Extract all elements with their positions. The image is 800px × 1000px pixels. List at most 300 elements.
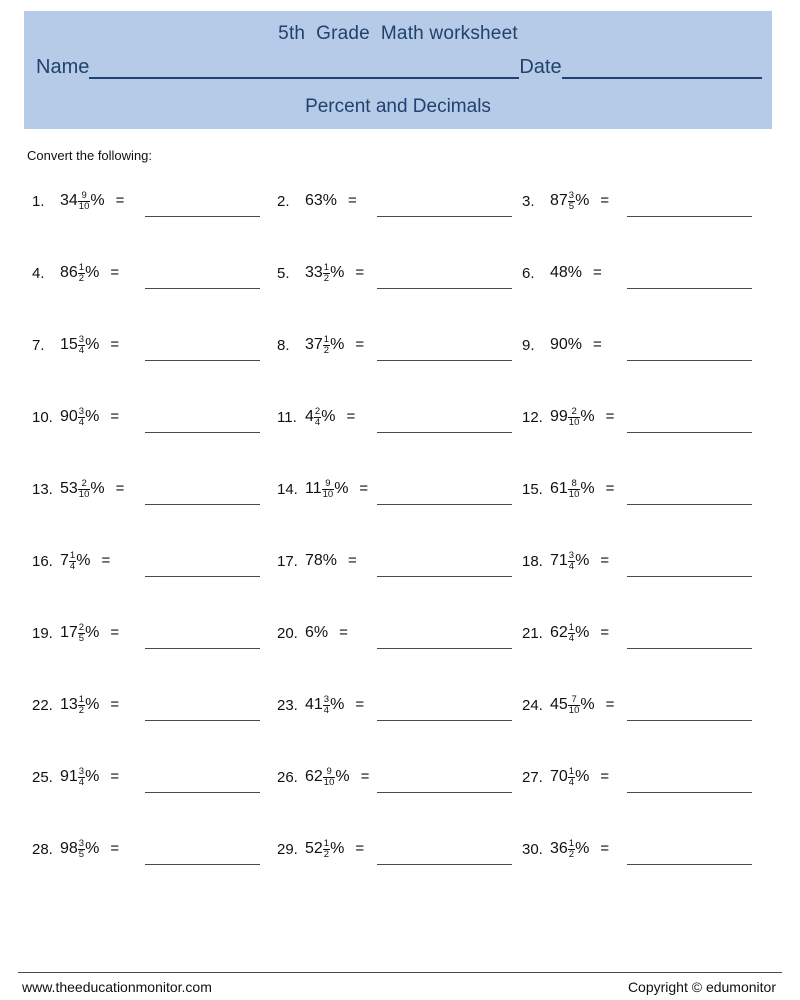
worksheet-subject-title: Percent and Decimals <box>305 96 491 117</box>
equals-sign: = <box>110 840 120 857</box>
fraction <box>78 767 85 787</box>
problem-expression <box>550 622 609 644</box>
problem-row <box>0 766 800 838</box>
problem-28 <box>32 838 119 860</box>
fraction-numerator: 2 <box>571 405 577 417</box>
fraction-denominator: 4 <box>78 416 85 428</box>
equals-sign: = <box>605 408 615 425</box>
problem-27 <box>522 766 609 788</box>
problem-expression <box>305 766 369 788</box>
problem-number: 23. <box>277 697 298 714</box>
answer-blank-22[interactable] <box>145 720 260 721</box>
fraction <box>568 551 575 571</box>
equals-sign: = <box>348 192 357 209</box>
answer-blank-1[interactable] <box>145 216 260 217</box>
fraction-numerator: 1 <box>69 549 76 561</box>
problem-number: 16. <box>32 553 53 570</box>
fraction-numerator: 3 <box>78 333 85 345</box>
fraction-denominator: 5 <box>568 200 575 212</box>
fraction-denominator: 10 <box>78 488 90 500</box>
fraction-denominator: 2 <box>323 848 330 860</box>
fraction-denominator: 10 <box>568 416 580 428</box>
problem-expression <box>305 334 364 356</box>
percent-sign: % <box>85 264 100 281</box>
problem-2 <box>277 190 357 212</box>
fraction-denominator: 4 <box>568 560 575 572</box>
equals-sign: = <box>101 552 111 569</box>
date-label: Date <box>519 56 562 78</box>
equals-sign: = <box>115 192 125 209</box>
problem-expression <box>550 766 609 788</box>
whole-number: 52 <box>305 840 323 857</box>
problem-row <box>0 190 800 262</box>
fraction-numerator: 2 <box>81 477 87 489</box>
fraction <box>78 191 91 211</box>
fraction-numerator: 9 <box>81 189 87 201</box>
instruction-text: Convert the following: <box>27 148 153 163</box>
problem-number: 5. <box>277 265 290 282</box>
problem-number: 6. <box>522 265 535 282</box>
answer-blank-25[interactable] <box>145 792 260 793</box>
problem-7 <box>32 334 119 356</box>
answer-blank-27[interactable] <box>627 792 752 793</box>
percent-sign: % <box>335 768 350 785</box>
equals-sign: = <box>355 336 365 353</box>
equals-sign: = <box>600 768 610 785</box>
problem-number: 14. <box>277 481 298 498</box>
worksheet-title: 5th Grade Math worksheet <box>278 23 518 44</box>
equals-sign: = <box>355 264 365 281</box>
problem-23 <box>277 694 364 716</box>
percent-sign: % <box>330 264 345 281</box>
percent-sign: % <box>580 408 595 425</box>
percent-sign: % <box>85 840 100 857</box>
whole-number: 34 <box>60 192 78 209</box>
equals-sign: = <box>115 480 125 497</box>
fraction <box>568 479 581 499</box>
equals-sign: = <box>593 264 602 281</box>
answer-blank-5[interactable] <box>377 288 512 289</box>
fraction-numerator: 3 <box>323 693 330 705</box>
answer-blank-13[interactable] <box>145 504 260 505</box>
fraction <box>568 767 575 787</box>
whole-number: 41 <box>305 696 323 713</box>
problem-1 <box>32 190 124 212</box>
fraction-denominator: 10 <box>322 488 334 500</box>
answer-blank-28[interactable] <box>145 864 260 865</box>
fraction-denominator: 2 <box>78 272 85 284</box>
answer-blank-17[interactable] <box>377 576 512 577</box>
problem-expression <box>550 334 602 356</box>
name-label: Name <box>36 56 90 78</box>
fraction-numerator: 1 <box>568 765 575 777</box>
problem-number: 13. <box>32 481 53 498</box>
fraction-denominator: 2 <box>78 704 85 716</box>
equals-sign: = <box>360 768 370 785</box>
name-input-line[interactable] <box>89 55 519 79</box>
percent-sign: % <box>90 480 105 497</box>
fraction <box>568 407 581 427</box>
problem-number: 29. <box>277 841 298 858</box>
percent-sign: % <box>580 696 595 713</box>
problem-number: 20. <box>277 625 298 642</box>
whole-number: 11 <box>305 480 322 497</box>
problem-number: 28. <box>32 841 53 858</box>
problem-25 <box>32 766 119 788</box>
problem-9 <box>522 334 602 356</box>
problem-row <box>0 694 800 766</box>
fraction-denominator: 5 <box>78 848 85 860</box>
fraction <box>78 263 85 283</box>
whole-number: 70 <box>550 768 568 785</box>
fraction-denominator: 10 <box>78 200 90 212</box>
fraction-denominator: 2 <box>323 344 330 356</box>
problem-expression <box>550 478 614 500</box>
problem-10 <box>32 406 119 428</box>
problem-expression <box>550 262 602 284</box>
problem-expression <box>60 262 119 284</box>
whole-number: 78 <box>305 552 323 569</box>
percent-sign: % <box>85 408 100 425</box>
percent-sign: % <box>575 552 590 569</box>
fraction <box>78 407 85 427</box>
fraction <box>322 479 335 499</box>
answer-blank-16[interactable] <box>145 576 260 577</box>
equals-sign: = <box>348 552 357 569</box>
percent-sign: % <box>85 696 100 713</box>
problem-expression <box>305 190 357 212</box>
problem-expression <box>305 478 368 500</box>
problem-number: 11. <box>277 409 297 426</box>
problem-24 <box>522 694 614 716</box>
footer-copyright: Copyright © edumonitor <box>627 979 776 995</box>
equals-sign: = <box>605 696 615 713</box>
problem-22 <box>32 694 119 716</box>
fraction-numerator: 3 <box>78 405 85 417</box>
problem-expression <box>60 694 119 716</box>
problem-30 <box>522 838 609 860</box>
whole-number: 98 <box>60 840 78 857</box>
problem-row <box>0 478 800 550</box>
problem-4 <box>32 262 119 284</box>
problem-number: 2. <box>277 193 290 210</box>
equals-sign: = <box>110 336 120 353</box>
whole-number: 99 <box>550 408 568 425</box>
problem-number: 7. <box>32 337 45 354</box>
percent-sign: % <box>85 336 100 353</box>
problem-expression <box>550 406 614 428</box>
problem-number: 3. <box>522 193 535 210</box>
percent-sign: % <box>330 840 345 857</box>
equals-sign: = <box>600 624 610 641</box>
equals-sign: = <box>355 840 365 857</box>
problem-number: 12. <box>522 409 543 426</box>
problem-18 <box>522 550 609 572</box>
fraction-numerator: 2 <box>314 405 321 417</box>
percent-sign: % <box>330 696 345 713</box>
problem-number: 30. <box>522 841 543 858</box>
whole-number: 62 <box>305 768 323 785</box>
equals-sign: = <box>110 696 120 713</box>
fraction-numerator: 2 <box>78 621 85 633</box>
answer-blank-24[interactable] <box>627 720 752 721</box>
equals-sign: = <box>355 696 365 713</box>
problem-21 <box>522 622 609 644</box>
problem-expression <box>550 190 609 212</box>
problem-expression <box>550 694 614 716</box>
fraction <box>568 191 575 211</box>
fraction <box>78 695 85 715</box>
problem-number: 1. <box>32 193 45 210</box>
fraction-denominator: 4 <box>568 632 575 644</box>
fraction-numerator: 3 <box>568 549 575 561</box>
fraction <box>568 623 575 643</box>
problem-20 <box>277 622 348 644</box>
percent-sign: % <box>330 336 345 353</box>
problem-expression <box>60 334 119 356</box>
answer-blank-20[interactable] <box>377 648 512 649</box>
answer-blank-10[interactable] <box>145 432 260 433</box>
answer-blank-9[interactable] <box>627 360 752 361</box>
equals-sign: = <box>110 624 120 641</box>
fraction-denominator: 10 <box>568 704 580 716</box>
fraction-numerator: 1 <box>568 621 575 633</box>
problem-grid <box>0 190 800 910</box>
problem-expression <box>60 550 110 572</box>
equals-sign: = <box>110 408 120 425</box>
whole-number: 36 <box>550 840 568 857</box>
fraction-numerator: 1 <box>323 333 330 345</box>
problem-13 <box>32 478 124 500</box>
whole-number: 61 <box>550 480 568 497</box>
whole-number: 4 <box>305 408 314 425</box>
name-date-row <box>36 49 764 79</box>
fraction-numerator: 1 <box>568 837 575 849</box>
percent-sign: % <box>76 552 91 569</box>
date-input-line[interactable] <box>562 55 762 79</box>
whole-number: 62 <box>550 624 568 641</box>
percent-sign: % <box>85 624 100 641</box>
problem-8 <box>277 334 364 356</box>
fraction-denominator: 4 <box>78 344 85 356</box>
fraction-numerator: 1 <box>323 837 330 849</box>
problem-29 <box>277 838 364 860</box>
problem-number: 24. <box>522 697 543 714</box>
answer-blank-4[interactable] <box>145 288 260 289</box>
footer-divider <box>18 972 782 973</box>
fraction-denominator: 2 <box>323 272 330 284</box>
problem-number: 4. <box>32 265 45 282</box>
fraction <box>78 839 85 859</box>
answer-blank-7[interactable] <box>145 360 260 361</box>
fraction <box>323 335 330 355</box>
problem-3 <box>522 190 609 212</box>
equals-sign: = <box>339 624 348 641</box>
problem-number: 15. <box>522 481 543 498</box>
answer-blank-8[interactable] <box>377 360 512 361</box>
problem-expression <box>60 406 119 428</box>
whole-number: 37 <box>305 336 323 353</box>
problem-row <box>0 838 800 910</box>
problem-number: 22. <box>32 697 53 714</box>
equals-sign: = <box>600 840 610 857</box>
percent-sign: % <box>322 192 338 209</box>
problem-16 <box>32 550 110 572</box>
worksheet-header-band <box>24 11 772 129</box>
whole-number: 15 <box>60 336 78 353</box>
problem-15 <box>522 478 614 500</box>
answer-blank-26[interactable] <box>377 792 512 793</box>
problem-11 <box>277 406 355 428</box>
problem-number: 26. <box>277 769 298 786</box>
fraction <box>323 839 330 859</box>
problem-row <box>0 334 800 406</box>
problem-17 <box>277 550 357 572</box>
whole-number: 33 <box>305 264 323 281</box>
percent-sign: % <box>575 840 590 857</box>
whole-number: 90 <box>550 336 568 353</box>
percent-sign: % <box>580 480 595 497</box>
whole-number: 86 <box>60 264 78 281</box>
percent-sign: % <box>85 768 100 785</box>
problem-row <box>0 406 800 478</box>
whole-number: 17 <box>60 624 78 641</box>
problem-expression <box>305 262 364 284</box>
answer-blank-21[interactable] <box>627 648 752 649</box>
answer-blank-6[interactable] <box>627 288 752 289</box>
problem-6 <box>522 262 602 284</box>
fraction-numerator: 9 <box>325 477 331 489</box>
fraction-denominator: 4 <box>323 704 330 716</box>
problem-expression <box>60 622 119 644</box>
whole-number: 63 <box>305 192 323 209</box>
fraction-denominator: 10 <box>568 488 580 500</box>
fraction-numerator: 3 <box>78 765 85 777</box>
equals-sign: = <box>605 480 615 497</box>
fraction-numerator: 3 <box>78 837 85 849</box>
equals-sign: = <box>593 336 602 353</box>
equals-sign: = <box>346 408 356 425</box>
percent-sign: % <box>322 552 338 569</box>
fraction-numerator: 8 <box>571 477 577 489</box>
percent-sign: % <box>567 336 583 353</box>
problem-row <box>0 550 800 622</box>
problem-expression <box>60 190 124 212</box>
fraction-denominator: 4 <box>314 416 321 428</box>
answer-blank-15[interactable] <box>627 504 752 505</box>
answer-blank-2[interactable] <box>377 216 512 217</box>
answer-blank-29[interactable] <box>377 864 512 865</box>
whole-number: 48 <box>550 264 568 281</box>
problem-number: 21. <box>522 625 543 642</box>
whole-number: 53 <box>60 480 78 497</box>
whole-number: 90 <box>60 408 78 425</box>
whole-number: 71 <box>550 552 568 569</box>
problem-number: 18. <box>522 553 543 570</box>
percent-sign: % <box>90 192 105 209</box>
whole-number: 7 <box>60 552 69 569</box>
fraction-numerator: 3 <box>568 189 575 201</box>
fraction-denominator: 4 <box>568 776 575 788</box>
answer-blank-3[interactable] <box>627 216 752 217</box>
fraction <box>314 407 321 427</box>
whole-number: 45 <box>550 696 568 713</box>
equals-sign: = <box>110 768 120 785</box>
equals-sign: = <box>600 192 610 209</box>
problem-expression <box>550 550 609 572</box>
problem-expression <box>305 694 364 716</box>
fraction-denominator: 2 <box>568 848 575 860</box>
percent-sign: % <box>575 624 590 641</box>
problem-expression <box>305 838 364 860</box>
problem-number: 9. <box>522 337 535 354</box>
percent-sign: % <box>567 264 583 281</box>
fraction-denominator: 10 <box>323 776 335 788</box>
problem-number: 27. <box>522 769 543 786</box>
answer-blank-18[interactable] <box>627 576 752 577</box>
whole-number: 6 <box>305 624 314 641</box>
answer-blank-23[interactable] <box>377 720 512 721</box>
answer-blank-19[interactable] <box>145 648 260 649</box>
fraction-numerator: 1 <box>323 261 330 273</box>
equals-sign: = <box>600 552 610 569</box>
problem-expression <box>550 838 609 860</box>
fraction <box>78 623 85 643</box>
fraction-denominator: 5 <box>78 632 85 644</box>
problem-expression <box>60 766 119 788</box>
fraction-denominator: 4 <box>78 776 85 788</box>
fraction <box>78 335 85 355</box>
problem-row <box>0 262 800 334</box>
whole-number: 13 <box>60 696 78 713</box>
fraction-numerator: 1 <box>78 693 85 705</box>
answer-blank-30[interactable] <box>627 864 752 865</box>
fraction <box>78 479 91 499</box>
fraction <box>323 767 336 787</box>
fraction <box>323 263 330 283</box>
percent-sign: % <box>575 768 590 785</box>
fraction <box>568 839 575 859</box>
problem-number: 25. <box>32 769 53 786</box>
problem-expression <box>305 406 355 428</box>
fraction <box>69 551 76 571</box>
problem-expression <box>60 838 119 860</box>
answer-blank-14[interactable] <box>377 504 512 505</box>
problem-12 <box>522 406 614 428</box>
fraction <box>568 695 581 715</box>
fraction <box>323 695 330 715</box>
equals-sign: = <box>110 264 120 281</box>
fraction-numerator: 1 <box>78 261 85 273</box>
problem-14 <box>277 478 368 500</box>
problem-19 <box>32 622 119 644</box>
problem-expression <box>305 550 357 572</box>
problem-number: 19. <box>32 625 53 642</box>
fraction-numerator: 7 <box>571 693 577 705</box>
problem-5 <box>277 262 364 284</box>
answer-blank-11[interactable] <box>377 432 512 433</box>
whole-number: 91 <box>60 768 78 785</box>
equals-sign: = <box>359 480 369 497</box>
percent-sign: % <box>334 480 349 497</box>
problem-row <box>0 622 800 694</box>
percent-sign: % <box>575 192 590 209</box>
whole-number: 87 <box>550 192 568 209</box>
problem-number: 17. <box>277 553 298 570</box>
answer-blank-12[interactable] <box>627 432 752 433</box>
percent-sign: % <box>313 624 329 641</box>
problem-expression <box>60 478 124 500</box>
